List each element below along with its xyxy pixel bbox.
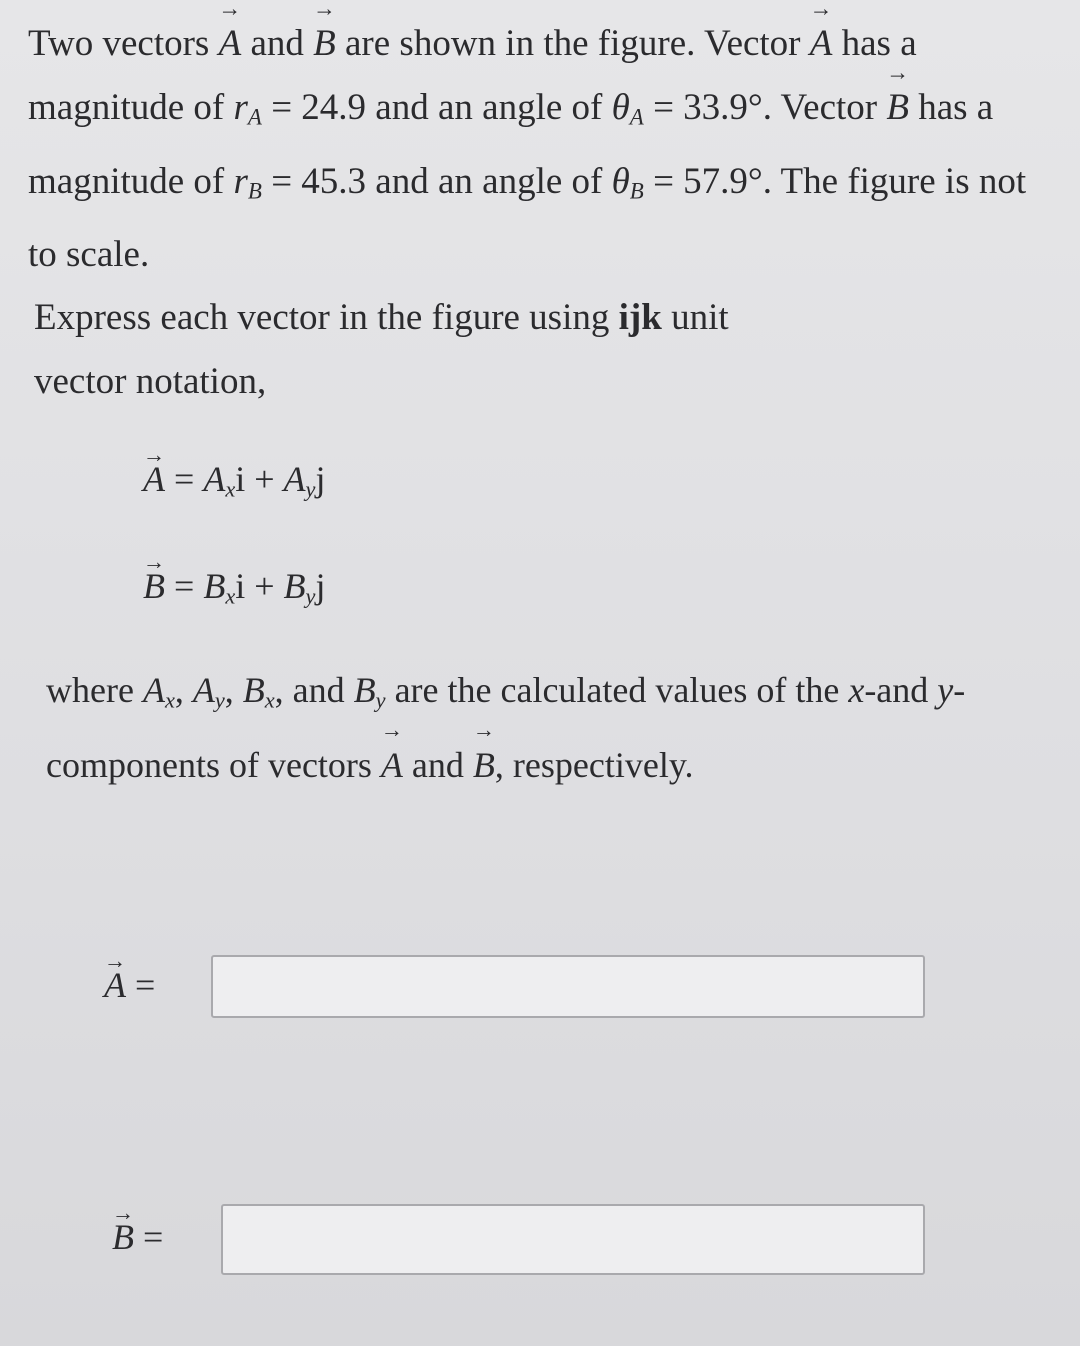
explanation bbox=[46, 658, 1036, 797]
vector-b: → B bbox=[143, 565, 165, 607]
component: A bbox=[192, 670, 215, 710]
ijk-bold: ijk bbox=[618, 297, 662, 338]
text: , bbox=[224, 670, 243, 710]
r-symbol: r bbox=[233, 87, 248, 128]
vector-a: → A bbox=[381, 733, 403, 797]
subscript-a: A bbox=[629, 104, 644, 130]
subscript: x bbox=[264, 687, 275, 713]
vector-a: → A bbox=[104, 964, 126, 1006]
text: , respectively. bbox=[494, 744, 694, 785]
text: where bbox=[46, 670, 143, 710]
text: are the calculated values of the bbox=[385, 670, 849, 710]
problem-statement bbox=[28, 12, 1038, 287]
text: unit vector notation, bbox=[34, 297, 729, 402]
answer-a-label bbox=[104, 964, 155, 1006]
subscript: x bbox=[225, 583, 236, 609]
equals: = bbox=[126, 965, 156, 1005]
r-symbol: r bbox=[233, 160, 248, 202]
subscript: y bbox=[305, 583, 316, 609]
text: = bbox=[165, 459, 204, 499]
equals: = bbox=[134, 1217, 164, 1257]
text: i + bbox=[235, 566, 284, 606]
vector-a: → A bbox=[143, 458, 165, 500]
subscript: x bbox=[225, 476, 236, 502]
component: A bbox=[203, 459, 226, 499]
equation-b bbox=[143, 565, 325, 610]
subscript: x bbox=[164, 687, 175, 713]
subscript: y bbox=[305, 476, 316, 502]
text: j bbox=[315, 566, 326, 606]
vector-b: → B bbox=[886, 76, 909, 140]
text: Two vectors bbox=[28, 23, 219, 64]
text: has a magnitude of bbox=[28, 87, 994, 202]
vector-b: → B bbox=[313, 12, 336, 76]
component: B bbox=[203, 566, 226, 606]
component: B bbox=[242, 670, 265, 710]
subscript-a: A bbox=[247, 104, 262, 130]
theta-symbol: θ bbox=[611, 160, 630, 202]
answer-b-input[interactable] bbox=[221, 1204, 925, 1275]
text: = 24.9 and an angle of bbox=[261, 87, 612, 128]
equation-a bbox=[143, 458, 325, 503]
subscript-b: B bbox=[629, 178, 644, 204]
instruction bbox=[34, 286, 814, 414]
text: = bbox=[165, 566, 204, 606]
component: B bbox=[353, 670, 376, 710]
text: has a magnitude of bbox=[28, 23, 917, 128]
text: = 33.9°. Vector bbox=[643, 87, 887, 128]
text: -and bbox=[864, 670, 938, 710]
y-symbol: y bbox=[937, 670, 954, 710]
component: B bbox=[283, 566, 306, 606]
text: , bbox=[174, 670, 193, 710]
subscript: y bbox=[375, 687, 386, 713]
vector-a: → A bbox=[810, 12, 833, 76]
x-symbol: x bbox=[848, 670, 865, 710]
text: = 57.9°. The figure is not to scale. bbox=[28, 160, 1027, 276]
text: , and bbox=[274, 670, 354, 710]
text: = 45.3 and an angle of bbox=[261, 160, 612, 202]
text: Express each vector in the figure using bbox=[34, 297, 619, 338]
text: j bbox=[315, 459, 326, 499]
theta-symbol: θ bbox=[611, 87, 630, 128]
text: and bbox=[402, 744, 473, 785]
vector-b: → B bbox=[112, 1216, 134, 1258]
subscript: y bbox=[214, 687, 225, 713]
answer-b-label bbox=[112, 1216, 163, 1258]
text: i + bbox=[235, 459, 284, 499]
subscript-b: B bbox=[247, 178, 262, 204]
vector-a: → A bbox=[219, 12, 242, 76]
vector-b: → B bbox=[473, 733, 495, 797]
component: A bbox=[283, 459, 306, 499]
text: are shown in the figure. Vector bbox=[335, 23, 810, 64]
text: and bbox=[241, 23, 314, 64]
text: -components of vectors bbox=[46, 670, 966, 785]
answer-a-input[interactable] bbox=[211, 955, 925, 1018]
component: A bbox=[142, 670, 165, 710]
